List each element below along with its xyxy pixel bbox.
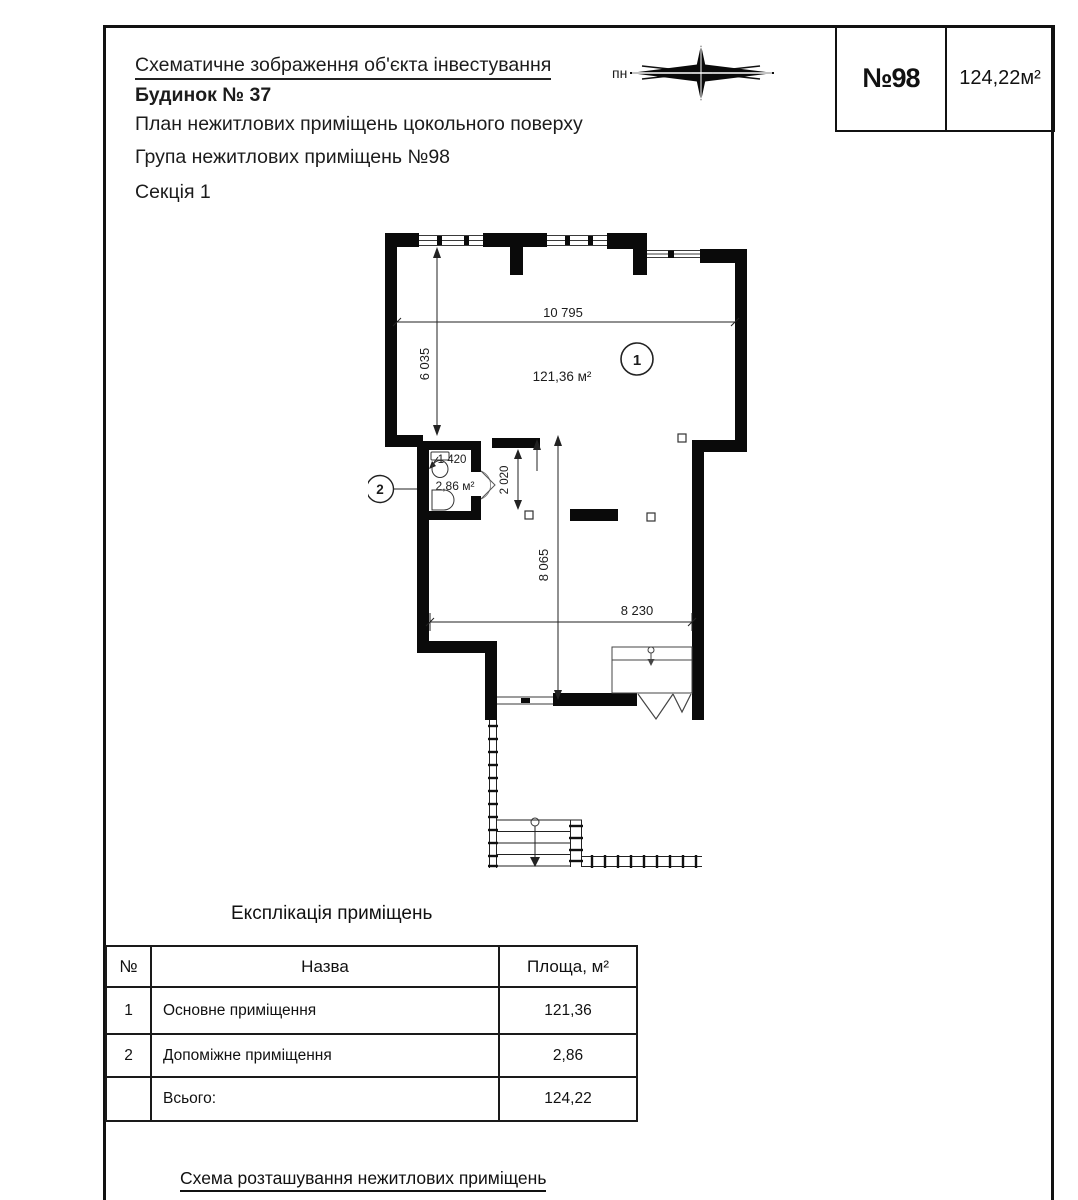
explication-title: Експлікація приміщень (231, 903, 433, 924)
plan-description: План нежитлових приміщень цокольного поверху (135, 113, 583, 135)
room1-number: 1 (632, 352, 642, 369)
drain-symbol (648, 647, 654, 653)
threshold-mark (521, 698, 530, 703)
section-label: Секція 1 (135, 181, 211, 203)
columns (525, 434, 686, 521)
premises-total-area: 124,22м² (959, 67, 1041, 89)
document-title: Схематичне зображення об'єкта інвестування (135, 54, 551, 80)
group-description: Група нежитлових приміщень №98 (135, 146, 451, 168)
row1-name: Основне приміщення (151, 987, 499, 1034)
sink (432, 490, 454, 510)
exterior-stairs-and-railings (488, 720, 702, 868)
table-total-row (106, 1077, 637, 1121)
floor-plan (368, 218, 760, 880)
col-header-name: Назва (151, 946, 499, 987)
dim-left-label: 6 035 (417, 347, 432, 381)
stair-arrow-origin (531, 818, 539, 826)
row1-area: 121,36 (499, 987, 637, 1034)
room2-area-label: 2,86 м² (435, 479, 475, 493)
bathroom-door-swing (481, 471, 495, 499)
entrance-door-swing-left (638, 694, 673, 719)
dim-bath-width-label: 1 420 (437, 454, 467, 466)
dim-top-label: 10 795 (543, 305, 583, 320)
total-num (106, 1077, 151, 1121)
title-block (835, 25, 1055, 132)
dim-mid-height-label: 8 065 (536, 548, 551, 582)
doors (481, 471, 691, 719)
north-compass-icon (598, 38, 780, 108)
explication-table (105, 945, 638, 1122)
dim-bath-height-label: 2 020 (499, 465, 511, 495)
total-label: Всього: (151, 1077, 499, 1121)
premises-number: №98 (837, 27, 947, 130)
room2-number: 2 (376, 482, 384, 497)
windows (419, 236, 700, 259)
north-label: пн (612, 65, 628, 81)
entrance-door-swing-right (673, 694, 691, 712)
table-header-row (106, 946, 637, 987)
row2-num: 2 (106, 1034, 151, 1077)
vestibule (612, 647, 692, 693)
row1-num: 1 (106, 987, 151, 1034)
row2-area: 2,86 (499, 1034, 637, 1077)
table-row (106, 987, 637, 1034)
table-row (106, 1034, 637, 1077)
total-area: 124,22 (499, 1077, 637, 1121)
row2-name: Допоміжне приміщення (151, 1034, 499, 1077)
col-header-num: № (106, 946, 151, 987)
building-number: Будинок № 37 (135, 84, 272, 106)
dimensions (393, 247, 739, 700)
dim-bottom-label: 8 230 (620, 603, 654, 618)
col-header-area: Площа, м² (499, 946, 637, 987)
scheme-location-title: Схема розташування нежитлових приміщень (180, 1168, 546, 1192)
room1-area-label: 121,36 м² (532, 369, 592, 384)
compass-rose (630, 45, 774, 101)
